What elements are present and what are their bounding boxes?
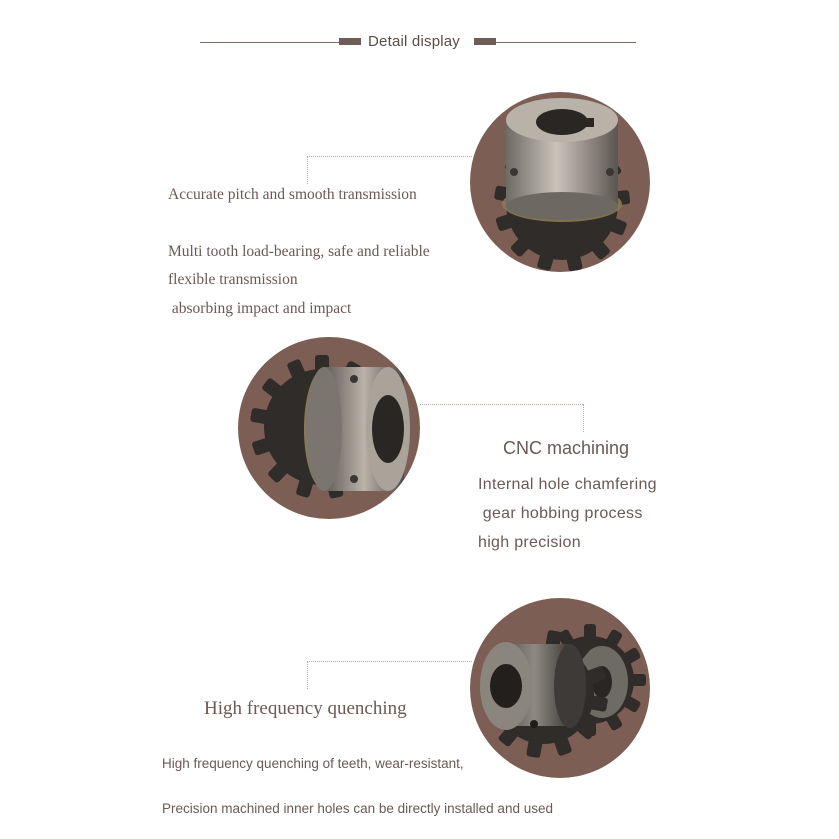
sprocket-photo-icon (470, 92, 650, 272)
section-3-heading: High frequency quenching (204, 698, 407, 719)
section-1-line-1: Multi tooth load-bearing, safe and reliable (168, 243, 430, 260)
connector-tick-3 (307, 661, 308, 689)
section-2-line-2: gear hobbing process (478, 505, 643, 522)
section-2-line-3: high precision (478, 534, 581, 551)
sprocket-image-3 (470, 598, 650, 778)
section-2-line-1: Internal hole chamfering (478, 476, 657, 493)
page-title: Detail display (368, 33, 461, 50)
connector-line-3 (307, 661, 472, 662)
section-3-line-1: High frequency quenching of teeth, wear-resistant, (162, 756, 464, 771)
section-1-heading: Accurate pitch and smooth transmission (168, 186, 417, 203)
connector-line-2 (420, 404, 583, 405)
section-1-line-2: flexible transmission (168, 271, 298, 288)
connector-line-1 (307, 156, 472, 157)
connector-tick-1 (307, 156, 308, 184)
header-block-right (474, 38, 496, 45)
double-sprocket-photo-icon (470, 598, 650, 778)
section-3-line-2: Precision machined inner holes can be directly installed and used (162, 801, 553, 816)
section-1-line-3: absorbing impact and impact (168, 300, 352, 317)
connector-tick-2 (583, 404, 584, 432)
header-rule-left (200, 42, 340, 43)
header-block-left (339, 38, 361, 45)
section-2-heading: CNC machining (503, 438, 630, 458)
sprocket-image-2 (238, 337, 420, 519)
header-rule-right (496, 42, 636, 43)
sprocket-image-1 (470, 92, 650, 272)
sprocket-photo-icon (238, 337, 420, 519)
